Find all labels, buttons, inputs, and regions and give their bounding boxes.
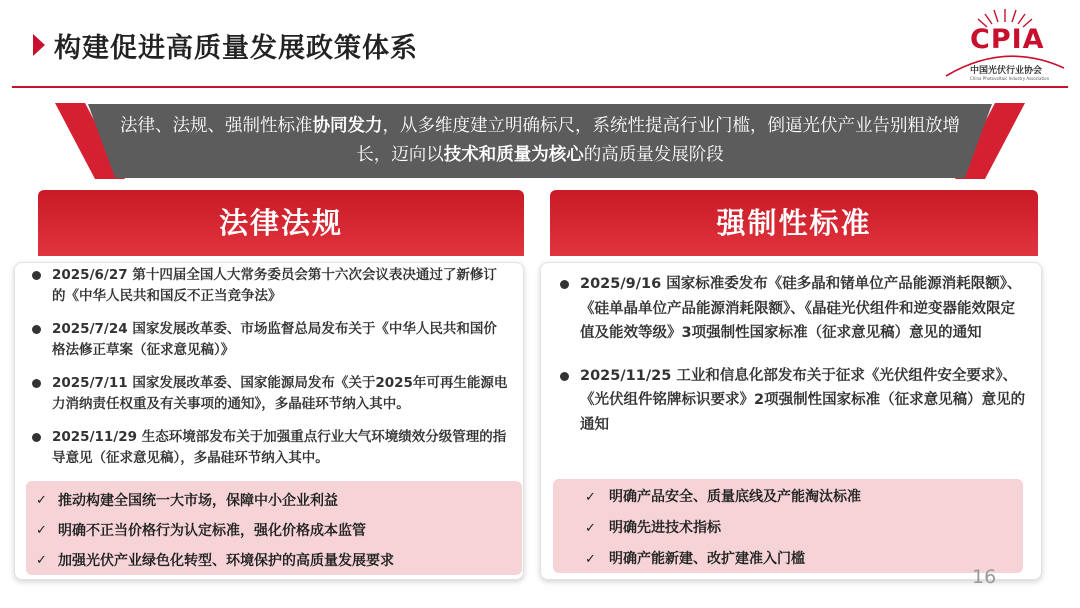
bullet-dot-icon — [32, 325, 41, 334]
check-item: ✓ 加强光伏产业绿色化转型、环境保护的高质量发展要求 — [26, 546, 522, 576]
title-arrow-icon — [33, 34, 45, 56]
cpia-logo — [940, 6, 1070, 84]
bullet-dot-icon — [560, 372, 569, 381]
check-icon: ✓ — [585, 552, 596, 567]
bullet-dot-icon — [560, 280, 569, 289]
check-item: ✓ 明确产能新建、改扩建准入门槛 — [553, 544, 1023, 575]
page-number: 16 — [972, 566, 997, 588]
logo-en: China Photovoltaic Industry Association — [970, 76, 1050, 81]
check-icon: ✓ — [36, 553, 47, 568]
bullet-dot-icon — [32, 271, 41, 280]
check-icon: ✓ — [36, 493, 47, 508]
logo-text: CPIA — [970, 24, 1045, 55]
right-checks-list — [553, 479, 1023, 573]
list-item: 2025/11/25 工业和信息化部发布关于征求《光伏组件安全要求》、《光伏组件铭牌标识要求》2项强制性国家标准（征求意见稿）意见的通知 — [556, 364, 1026, 438]
check-icon: ✓ — [36, 523, 47, 538]
check-item: ✓ 明确不正当价格行为认定标准，强化价格成本监管 — [26, 516, 522, 546]
check-item: ✓ 明确先进技术指标 — [553, 513, 1023, 544]
right-items-list — [556, 272, 1026, 437]
right-panel-header — [550, 190, 1038, 256]
left-items-list — [28, 265, 508, 469]
left-checks-list — [26, 481, 522, 575]
list-item: 2025/6/27 第十四届全国人大常务委员会第十六次会议表决通过了新修订的《中华人民共和国反不正当竞争法》 — [28, 265, 508, 307]
logo-cn: 中国光伏行业协会 — [970, 66, 1043, 76]
left-panel-header — [38, 190, 524, 256]
check-icon: ✓ — [585, 521, 596, 536]
list-item: 2025/7/24 国家发展改革委、市场监督总局发布关于《中华人民共和国价格法修正草案（征求意见稿）》 — [28, 319, 508, 361]
list-item: 2025/11/29 生态环境部发布关于加强重点行业大气环境绩效分级管理的指导意见（征求意见稿），多晶硅环节纳入其中。 — [28, 427, 508, 469]
check-icon: ✓ — [585, 490, 596, 505]
check-item: ✓ 明确产品安全、质量底线及产能淘汰标准 — [553, 482, 1023, 513]
list-item: 2025/9/16 国家标准委发布《硅多晶和锗单位产品能源消耗限额》、《硅单晶单位产品能源消耗限额》、《晶硅光伏组件和逆变器能效限定值及能效等级》3项强制性国家标准（征求意见稿）意见的通知 — [556, 272, 1026, 346]
check-item: ✓ 推动构建全国统一大市场，保障中小企业利益 — [26, 486, 522, 516]
page-title: 构建促进高质量发展政策体系 — [54, 33, 418, 64]
right-panel-title: 强制性标准 — [716, 206, 872, 240]
list-item: 2025/7/11 国家发展改革委、国家能源局发布《关于2025年可再生能源电力消纳责任权重及有关事项的通知》，多晶硅环节纳入其中。 — [28, 373, 508, 415]
banner-text: 法律、法规、强制性标准协同发力，从多维度建立明确标尺，系统性提高行业门槛，倒逼光伏产业告别粗放增长，迈向以技术和质量为核心的高质量发展阶段 — [120, 116, 960, 165]
bullet-dot-icon — [32, 379, 41, 388]
header-divider — [12, 86, 1068, 88]
bullet-dot-icon — [32, 433, 41, 442]
left-panel-title: 法律法规 — [218, 206, 343, 240]
